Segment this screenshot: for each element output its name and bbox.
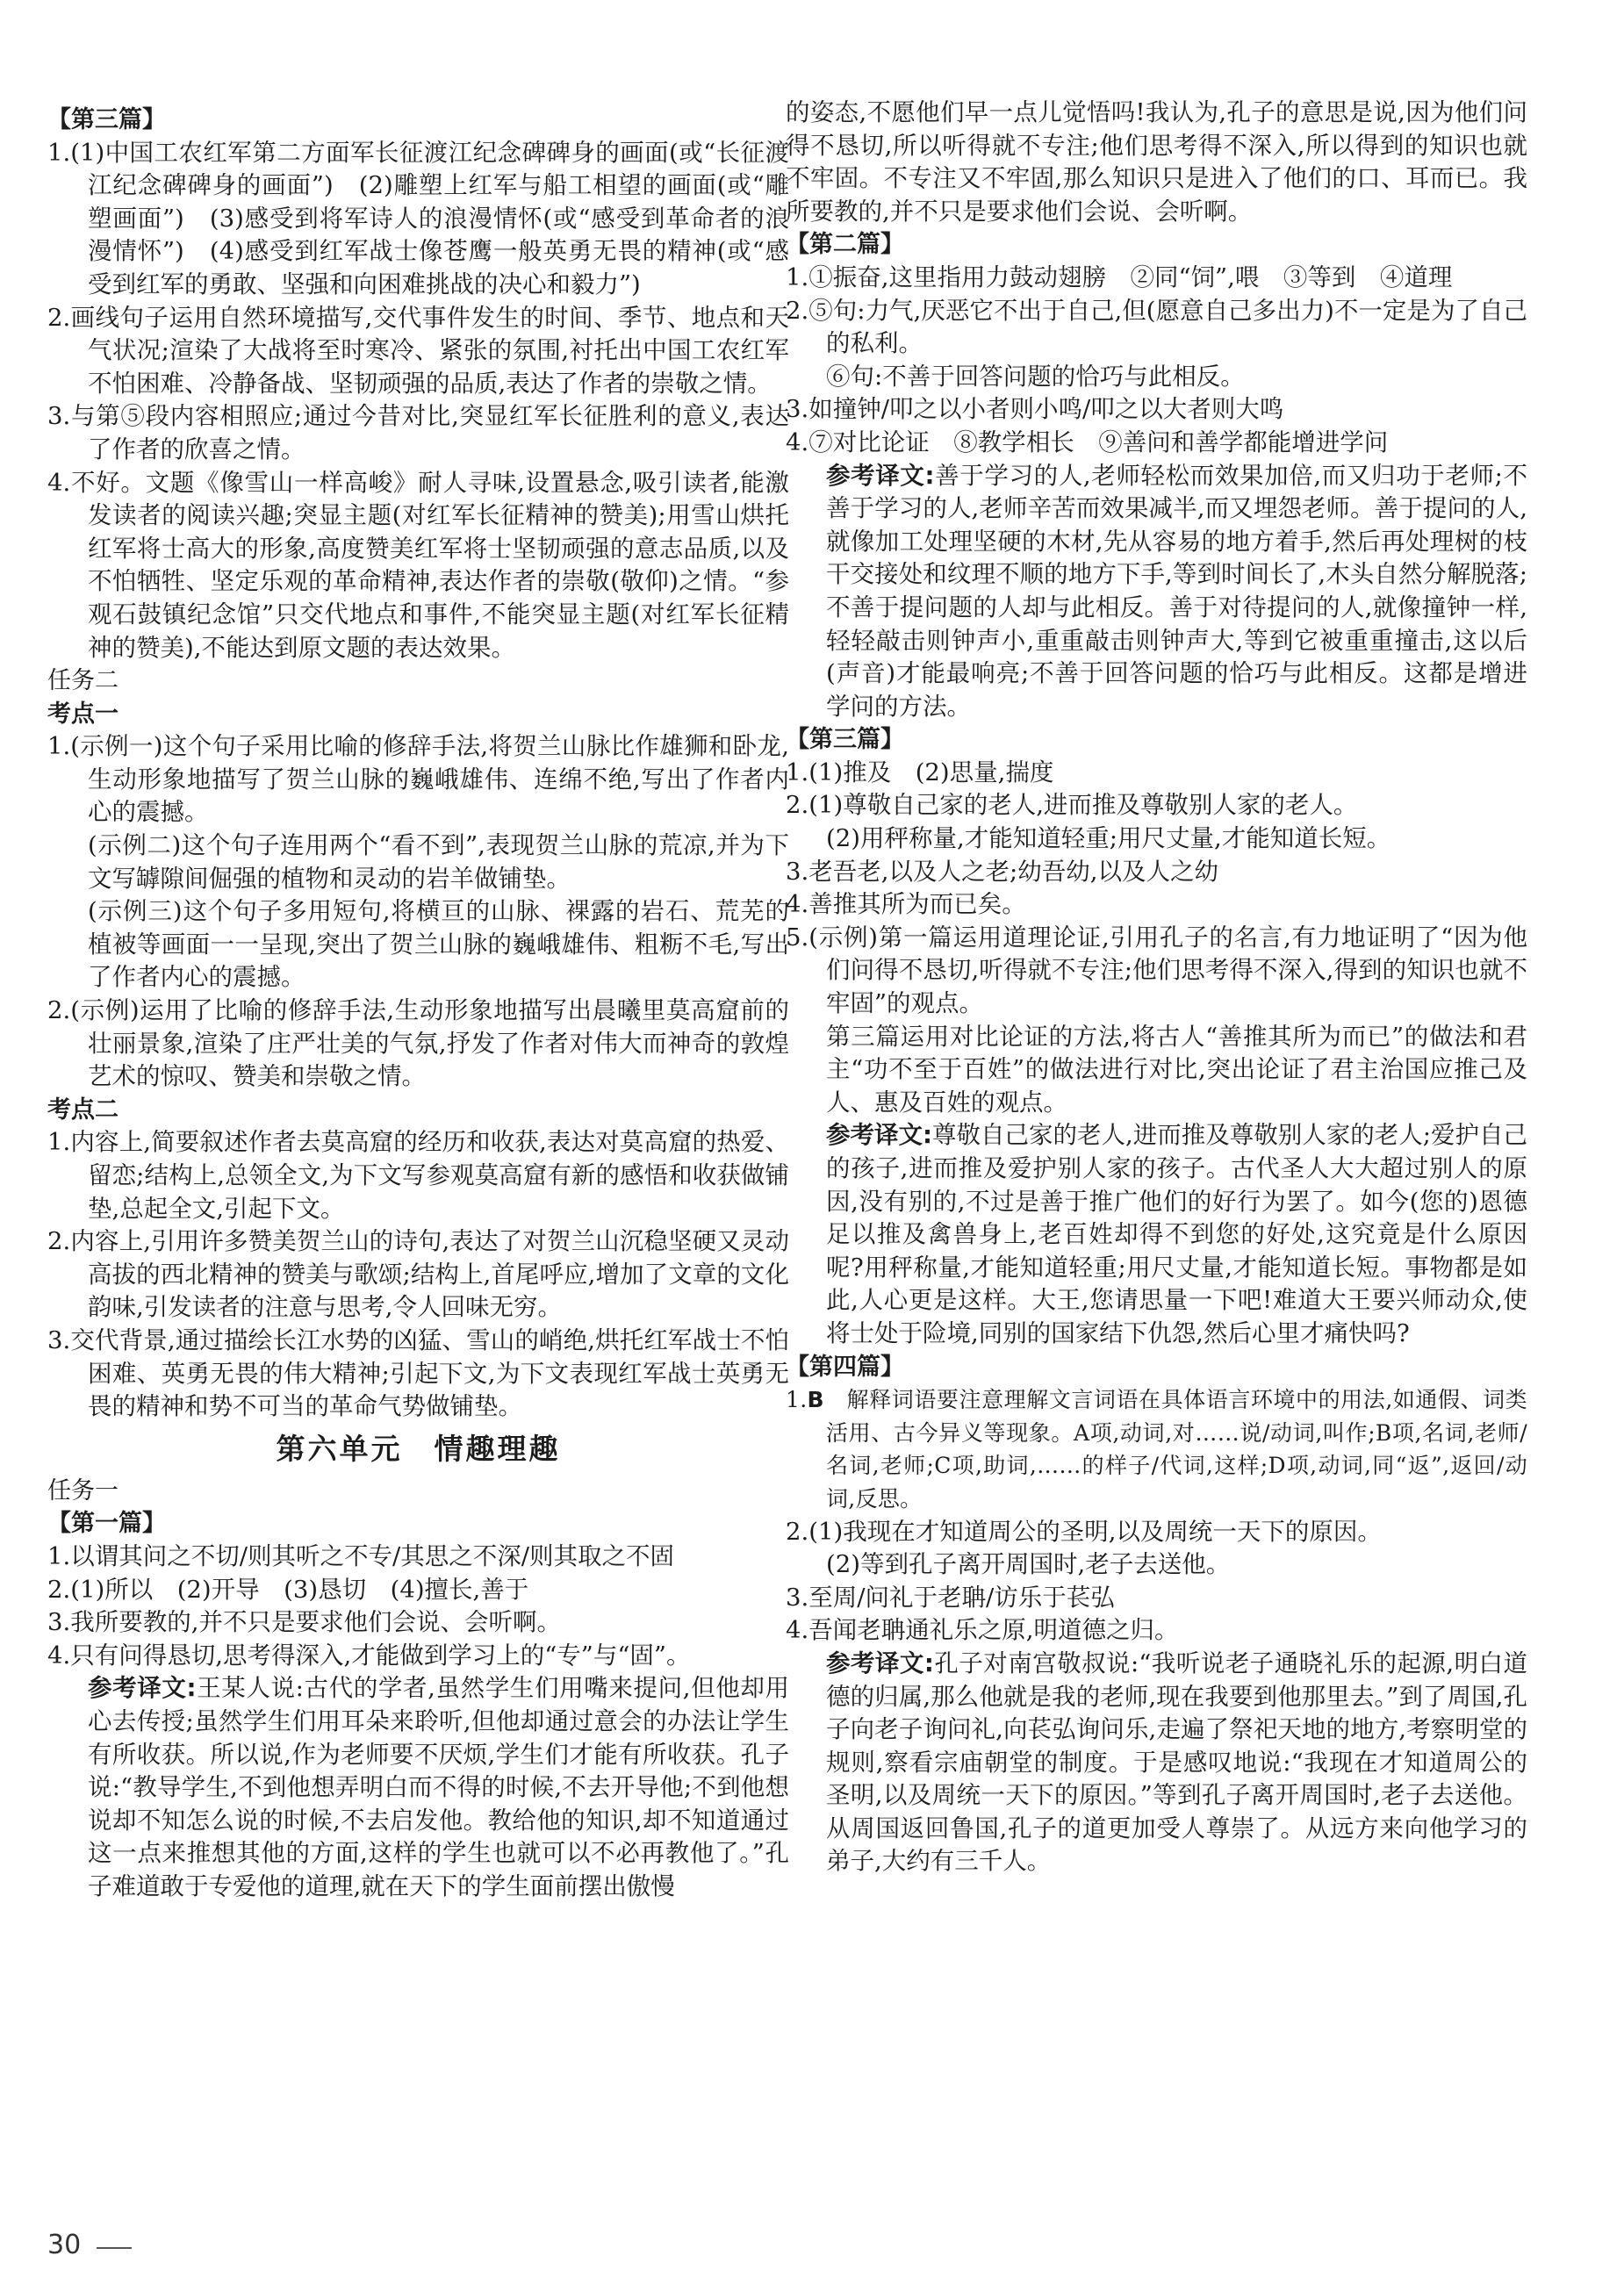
section-heading: 【第二篇】 xyxy=(786,231,904,259)
page-number-rule xyxy=(97,2247,132,2249)
answer-item: 5.(示例)第一篇运用道理论证,引用孔子的名言,有力地证明了“因为他们问得不恳切,听得就不专注;他们思考得不深入,得到的知识也就不牢固”的观点。 xyxy=(786,923,1527,1018)
point-heading: 考点一 xyxy=(47,700,119,728)
answer-item: 1.(1)中国工农红军第二方面军长征渡江纪念碑碑身的画面(或“长征渡江纪念碑碑身的画面”) (2)雕塑上红军与船工相望的画面(或“雕塑画面”) (3)感受到将军诗人的浪漫情怀(或“感受到革命者的浪漫情怀”) (4)感受到红军战士像苍鹰一般英勇无畏的精神(或“感受到红军的勇敢、坚强和向困难挑战的决心和毅力”) xyxy=(47,138,789,298)
answer-item: 3.与第⑤段内容相照应;通过今昔对比,突显红军长征胜利的意义,表达了作者的欣喜之情。 xyxy=(47,402,789,463)
answer-item: 3.我所要教的,并不只是要求他们会说、会听啊。 xyxy=(47,1608,561,1637)
answer-example: (示例三)这个句子多用短句,将横亘的山脉、裸露的岩石、荒芜的植被等画面一一呈现,突出了贺兰山脉的巍峨雄伟、粗粝不毛,写出了作者内心的震撼。 xyxy=(88,897,789,992)
answer-item: 4.⑦对比论证 ⑧教学相长 ⑨善问和善学都能增进学问 xyxy=(786,427,1389,456)
answer-item: 2.(示例)运用了比喻的修辞手法,生动形象地描写出晨曦里莫高窟前的壮丽景象,渲染了庄严壮美的气氛,抒发了作者对伟大而神奇的敦煌艺术的惊叹、赞美和崇敬之情。 xyxy=(47,996,789,1091)
right-column xyxy=(786,97,1527,1878)
answer-item: 2.(1)尊敬自己家的老人,进而推及尊敬别人家的老人。 xyxy=(786,791,1358,820)
translation-label: 参考译文: xyxy=(826,1121,932,1150)
answer-item: 2.(1)我现在才知道周公的圣明,以及周统一天下的原因。 xyxy=(786,1517,1382,1546)
translation-label: 参考译文: xyxy=(826,461,935,490)
translation-text: 善于学习的人,老师轻松而效果加倍,而又归功于老师;不善于学习的人,老师辛苦而效果减半,而又埋怨老师。善于提问的人,就像加工处理坚硬的木材,先从容易的地方着手,然后再处理树的枝干交接处和纹理不顺的地方下手,等到时间长了,木头自然分解脱落;不善于提问题的人却与此相反。善于对待提问的人,就像撞钟一样,轻轻敲击则钟声小,重重敲击则钟声大,等到它被重重撞击,这以后(声音)才能最响亮;不善于回答问题的恰巧与此相反。这都是增进学问的方法。 xyxy=(826,461,1527,721)
left-column xyxy=(47,104,789,1903)
section-heading: 【第三篇】 xyxy=(47,106,166,133)
answer-continuation: (2)用秤称量,才能知道轻重;用尺丈量,才能知道长短。 xyxy=(826,824,1391,853)
translation-text: 尊敬自己家的老人,进而推及尊敬别人家的老人;爱护自己的孩子,进而推及爱护别人家的孩子。古代圣人大大超过别人的原因,没有别的,不过是善于推广他们的好行为罢了。如今(您的)恩德足以推及禽兽身上,老百姓却得不到您的好处,这究竟是什么原因呢?用秤称量,才能知道轻重;用尺丈量,才能知道长短。事物都是如此,人心更是这样。大王,您请思量一下吧!难道大王要兴师动众,使将士处于险境,同别的国家结下仇怨,然后心里才痛快吗? xyxy=(826,1121,1528,1347)
answer-letter: B xyxy=(807,1387,824,1413)
answer-item: 2.内容上,引用许多赞美贺兰山的诗句,表达了对贺兰山沉稳坚硬又灵动高拔的西北精神的赞美与歌颂;结构上,首尾呼应,增加了文章的文化韵味,引发读者的注意与思考,令人回味无穷。 xyxy=(47,1227,789,1322)
answer-continuation: 第三篇运用对比论证的方法,将古人“善推其所为而已”的做法和君主“功不至于百姓”的做法进行对比,突出论证了君主治国应推己及人、惠及百姓的观点。 xyxy=(826,1022,1527,1117)
reference-translation xyxy=(786,1119,1527,1350)
answer-item: 3.老吾老,以及人之老;幼吾幼,以及人之幼 xyxy=(786,857,1218,886)
point-heading: 考点二 xyxy=(47,1095,119,1124)
answer-item: 4.善推其所为而已矣。 xyxy=(786,890,1026,919)
item-number: 1. xyxy=(786,1387,808,1413)
answer-item: 2.画线句子运用自然环境描写,交代事件发生的时间、季节、地点和天气状况;渲染了大战将至时寒冷、紧张的氛围,衬托出中国工农红军不怕困难、冷静备战、坚韧顽强的品质,表达了作者的崇敬之情。 xyxy=(47,303,789,398)
answer-continuation: (2)等到孔子离开周国时,老子去送他。 xyxy=(826,1550,1231,1579)
answer-item: 1.①振奋,这里指用力鼓动翅膀 ②同“饲”,喂 ③等到 ④道理 xyxy=(786,262,1453,291)
answer-item: 2.(1)所以 (2)开导 (3)恳切 (4)擅长,善于 xyxy=(47,1575,529,1604)
unit-title: 第六单元 情趣理趣 xyxy=(276,1431,561,1466)
answer-item: 1.以谓其问之不切/则其听之不专/其思之不深/则其取之不固 xyxy=(47,1541,675,1570)
reference-translation xyxy=(786,460,1527,724)
answer-item: 4.不好。文题《像雪山一样高峻》耐人寻味,设置悬念,吸引读者,能激发读者的阅读兴趣;突显主题(对红军长征精神的赞美);用雪山烘托红军将士高大的形象,高度赞美红军将士坚韧顽强的意志品质,以及不怕牺牲、坚定乐观的革命精神,表达作者的崇敬(敬仰)之情。“参观石鼓镇纪念馆”只交代地点和事件,不能突显主题(对红军长征精神的赞美),不能达到原文题的表达效果。 xyxy=(47,468,789,662)
reference-translation xyxy=(786,1648,1527,1878)
page-number: 30 xyxy=(47,2230,82,2260)
translation-text: 王某人说:古代的学者,虽然学生们用嘴来提问,但他却用心去传授;虽然学生们用耳朵来聆听,但他却通过意会的办法让学生有所收获。所以说,作为老师要不厌烦,学生们才能有所收获。孔子说:“教导学生,不到他想弄明白而不得的时候,不去开导他;不到他想说却不知怎么说的时候,不去启发他。教给他的知识,却不知道通过这一点来推想其他的方面,这样的学生也就可以不必再教他了。”孔子难道敢于专爱他的道理,就在天下的学生面前摆出傲慢 xyxy=(88,1674,789,1900)
answer-item: 1.内容上,简要叙述作者去莫高窟的经历和收获,表达对莫高窟的热爱、留恋;结构上,总领全文,为下文写参观莫高窟有新的感悟和收获做铺垫,总起全文,引起下文。 xyxy=(47,1128,789,1223)
answer-item: 3.如撞钟/叩之以小者则小鸣/叩之以大者则大鸣 xyxy=(786,395,1284,424)
continued-text: 的姿态,不愿他们早一点儿觉悟吗!我认为,孔子的意思是说,因为他们问得不恳切,所以听得就不专注;他们思考得不深入,所以得到的知识也就不牢固。不专注又不牢固,那么知识只是进入了他们的口、耳而已。我所要教的,并不只是要求他们会说、会听啊。 xyxy=(786,98,1527,226)
answer-item: 3.至周/问礼于老聃/访乐于苌弘 xyxy=(786,1583,1115,1612)
translation-label: 参考译文: xyxy=(88,1674,197,1703)
answer-item xyxy=(786,1383,1527,1515)
answer-item: 4.吾闻老聃通礼乐之原,明道德之归。 xyxy=(786,1616,1179,1645)
answer-example: (示例二)这个句子连用两个“看不到”,表现贺兰山脉的荒凉,并为下文写罅隙间倔强的植物和灵动的岩羊做铺垫。 xyxy=(88,831,789,893)
answer-item: 3.交代背景,通过描绘长江水势的凶猛、雪山的峭绝,烘托红军战士不怕困难、英勇无畏的伟大精神;引起下文,为下文表现红军战士英勇无畏的精神和势不可当的革命气势做铺垫。 xyxy=(47,1325,789,1421)
answer-item: 2.⑤句:力气,厌恶它不出于自己,但(愿意自己多出力)不一定是为了自己的私利。 xyxy=(786,296,1527,358)
task-heading: 任务二 xyxy=(47,667,119,695)
translation-label: 参考译文: xyxy=(826,1648,934,1677)
translation-text: 孔子对南宫敬叔说:“我听说老子通晓礼乐的起源,明白道德的归属,那么他就是我的老师,现在我要到他那里去。”到了周国,孔子向老子询问礼,向苌弘询问乐,走遍了祭祀天地的地方,考察明堂的规则,察看宗庙朝堂的制度。于是感叹地说:“我现在才知道周公的圣明,以及周统一天下的原因。”等到孔子离开周国时,老子去送他。从周国返回鲁国,孔子的道更加受人尊崇了。从远方来向他学习的弟子,大约有三千人。 xyxy=(826,1648,1527,1876)
section-heading: 【第一篇】 xyxy=(47,1510,166,1538)
section-heading: 【第四篇】 xyxy=(786,1353,904,1381)
answer-item: 1.(1)推及 (2)思量,揣度 xyxy=(786,758,1054,786)
task-heading: 任务一 xyxy=(47,1476,119,1505)
section-heading: 【第三篇】 xyxy=(786,726,904,754)
reference-translation xyxy=(47,1672,789,1903)
answer-item: 1.(示例一)这个句子采用比喻的修辞手法,将贺兰山脉比作雄狮和卧龙,生动形象地描写了贺兰山脉的巍峨雄伟、连绵不绝,写出了作者内心的震撼。 xyxy=(47,732,789,827)
answer-explanation: 解释词语要注意理解文言词语在具体语言环境中的用法,如通假、词类活用、古今异义等现象。A项,动词,对……说/动词,叫作;B项,名词,老师/名词,老师;C项,助词,……的样子/代词,这样;D项,动词,同“返”,返回/动词,反思。 xyxy=(823,1387,1527,1512)
answer-item: 4.只有问得恳切,思考得深入,才能做到学习上的“专”与“固”。 xyxy=(47,1641,691,1670)
answer-continuation: ⑥句:不善于回答问题的恰巧与此相反。 xyxy=(826,362,1245,391)
